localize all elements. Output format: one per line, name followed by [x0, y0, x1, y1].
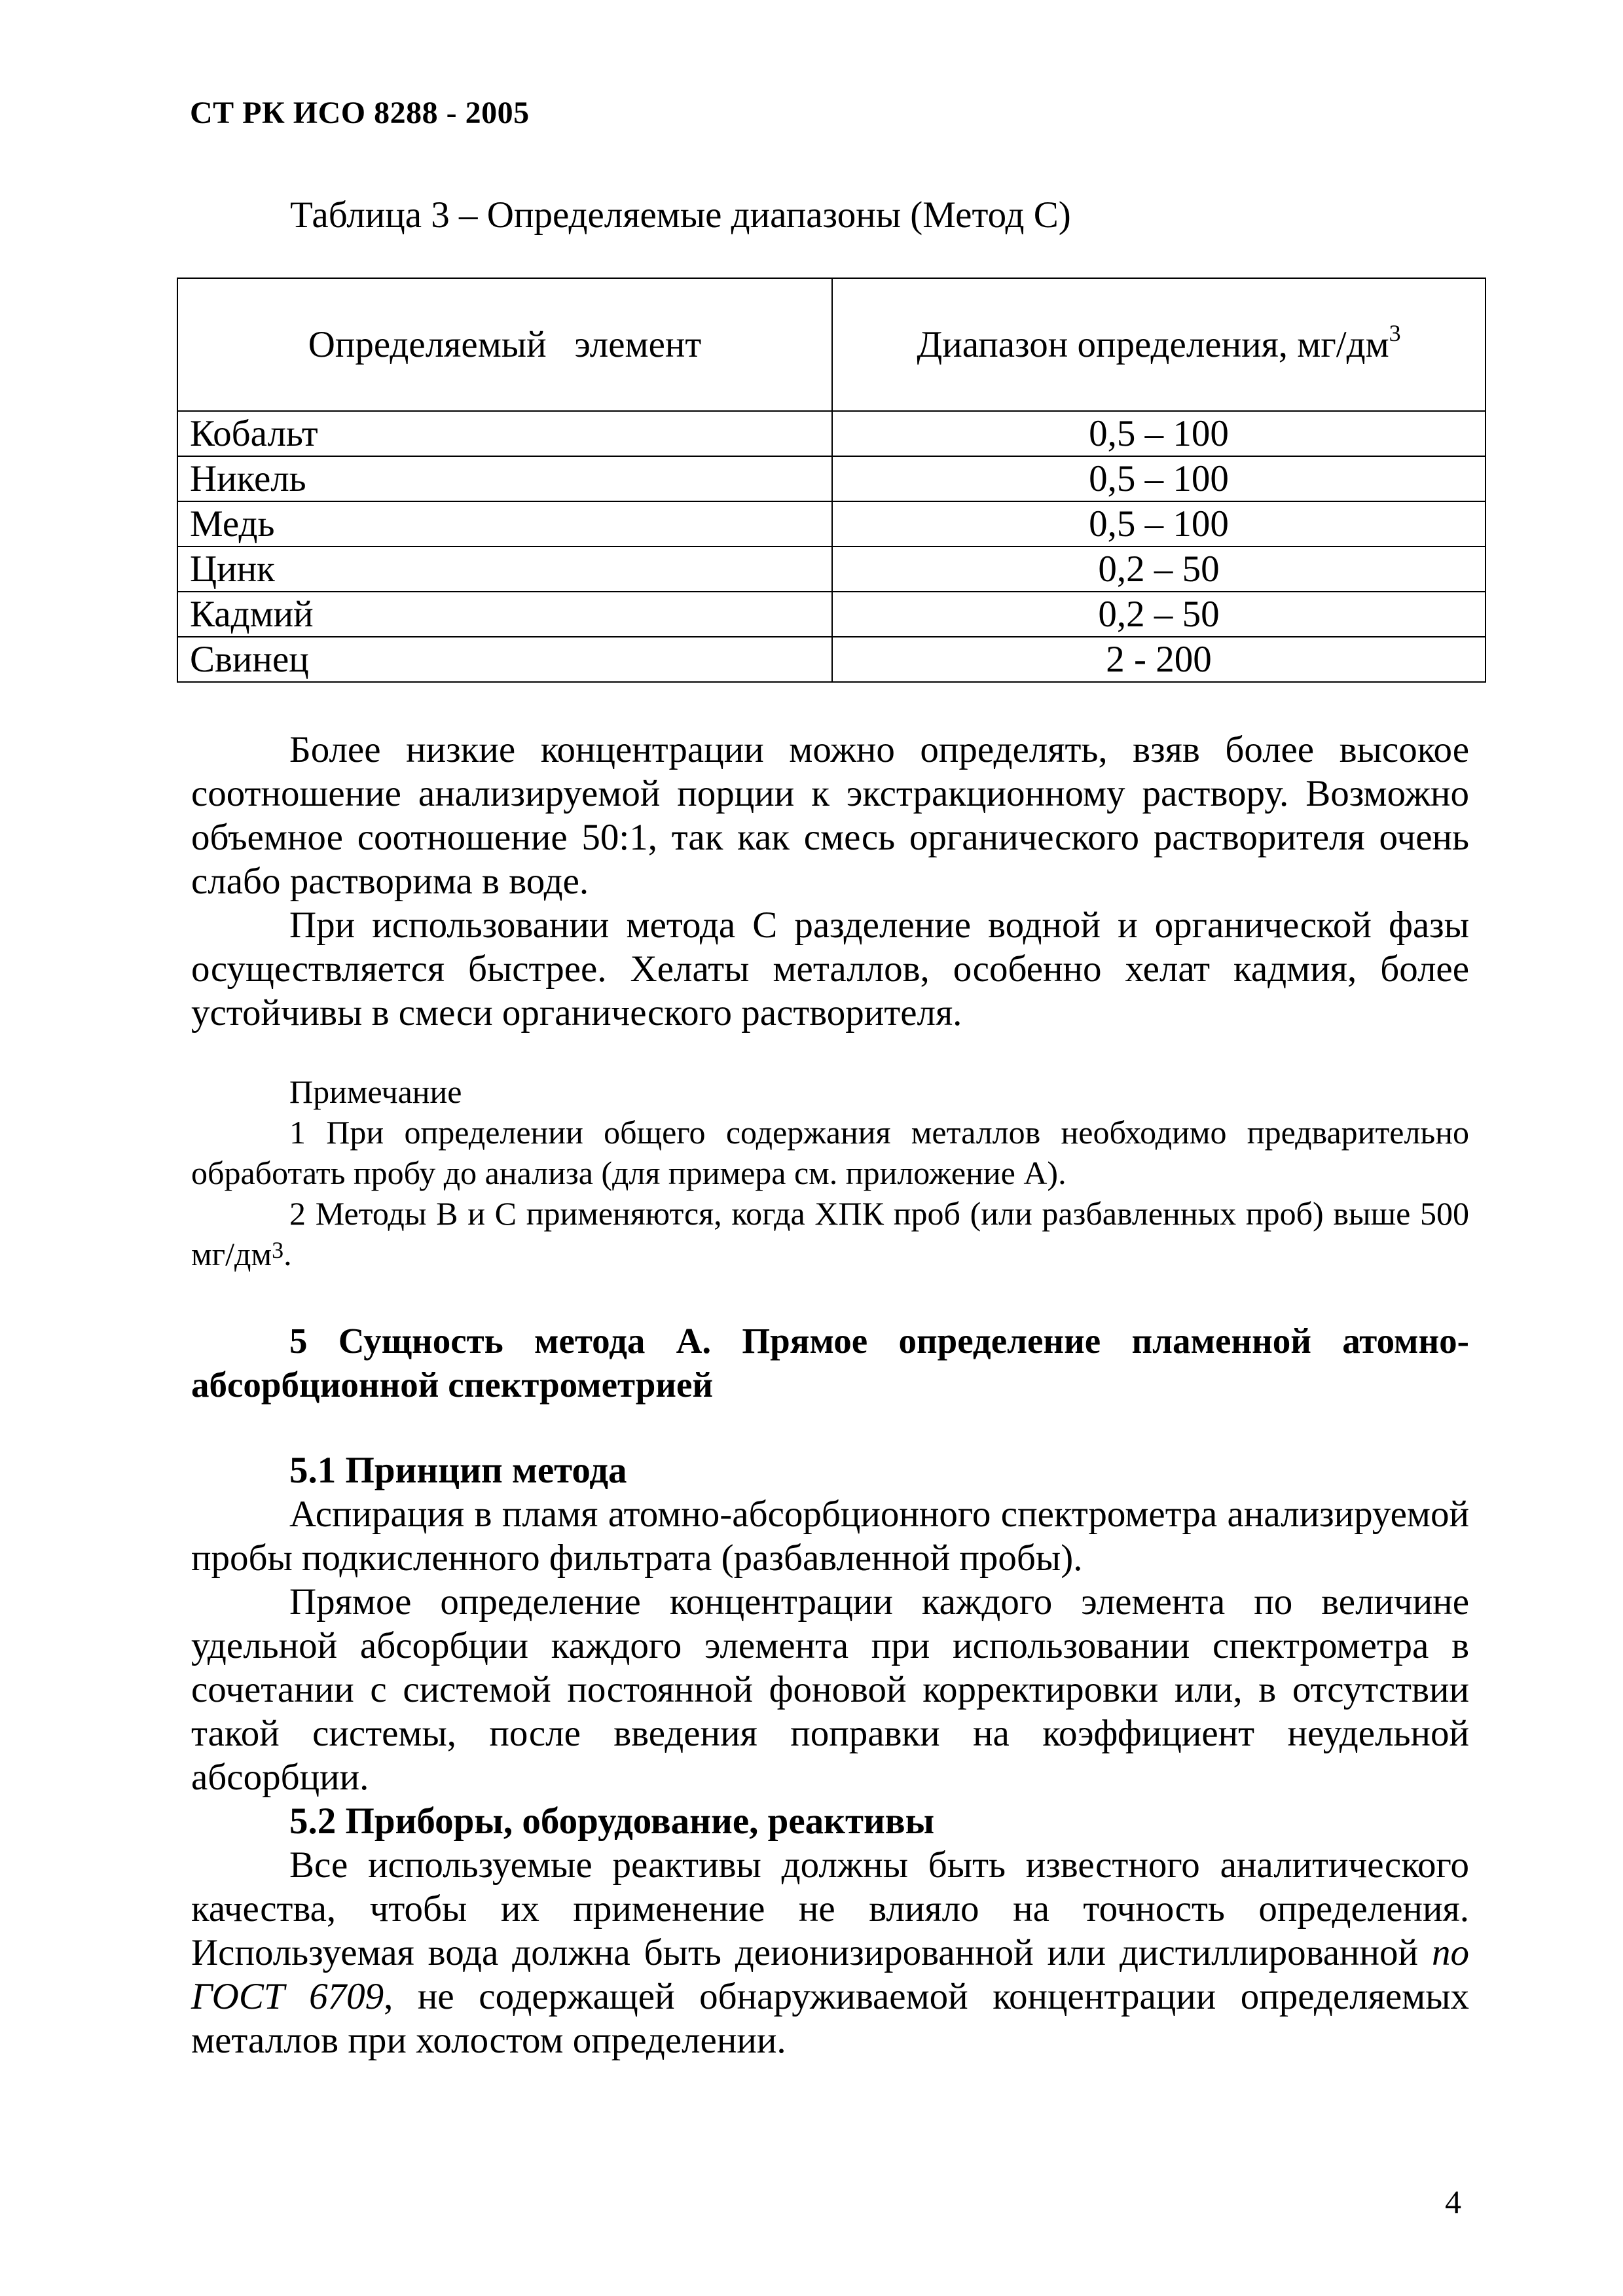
element-cell: Свинец	[177, 637, 832, 682]
table-row	[177, 501, 1486, 547]
paragraph-lower-concentrations: Более низкие концентрации можно определять, взяв более высокое соотношение анализируемой порции к экстракционному раствору. Возможно объемное соотношение 50:1, так как смесь органического растворителя очень слабо растворима в воде.	[191, 729, 1469, 902]
paragraph-method-c: При использовании метода С разделение водной и органической фазы осуществляется быстрее. Хелаты металлов, особенно хелат кадмия, более устойчивы в смеси органического растворителя.	[191, 905, 1469, 1033]
table-row	[177, 411, 1486, 456]
range-cell: 0,2 – 50	[832, 547, 1486, 592]
ranges-table	[177, 278, 1486, 683]
element-cell: Кобальт	[177, 411, 832, 456]
page-number: 4	[1445, 2183, 1461, 2220]
column-header-range-text: Диапазон определения, мг/дм	[917, 324, 1389, 365]
subsection-5-1-title: 5.1 Принцип метода	[289, 1450, 627, 1491]
superscript: 3	[272, 1237, 284, 1263]
document-header: СТ РК ИСО 8288 - 2005	[190, 96, 530, 130]
element-cell: Цинк	[177, 547, 832, 592]
table-header-row	[177, 278, 1486, 411]
range-cell: 2 - 200	[832, 637, 1486, 682]
paragraph-reagents	[191, 1843, 1469, 2062]
range-cell: 0,2 – 50	[832, 592, 1486, 637]
paragraph-direct-determination: Прямое определение концентрации каждого элемента по величине удельной абсорбции каждого элемента при использовании спектрометра в сочетании с системой постоянной фоновой корректировки или, в отсутствии такой системы, после введения поправки на коэффициент неудельной абсорбции.	[191, 1581, 1469, 1798]
table-caption: Таблица 3 – Определяемые диапазоны (Метод С)	[290, 194, 1071, 236]
range-cell: 0,5 – 100	[832, 456, 1486, 501]
table-row	[177, 592, 1486, 637]
body-paragraphs	[191, 728, 1469, 1035]
section-5-body	[191, 1448, 1469, 2062]
table-row	[177, 547, 1486, 592]
reagents-text-b: , не содержащей обнаруживаемой концентрации определяемых металлов при холостом определении.	[191, 1976, 1469, 2061]
note-item-1: 1 При определении общего содержания металлов необходимо предварительно обработать пробу до анализа (для примера см. приложение А).	[191, 1114, 1469, 1191]
section-5-title: 5 Сущность метода А. Прямое определение пламенной атомно-абсорбционной спектрометрией	[191, 1321, 1469, 1405]
element-cell: Никель	[177, 456, 832, 501]
reagents-text-a: Все используемые реактивы должны быть известного аналитического качества, чтобы их применение не влияло на точность определения. Используемая вода должна быть деионизированной или дистиллированной	[191, 1844, 1469, 1973]
range-cell: 0,5 – 100	[832, 501, 1486, 547]
note-title: Примечание	[289, 1073, 462, 1110]
table-row	[177, 456, 1486, 501]
element-cell: Медь	[177, 501, 832, 547]
table-row	[177, 637, 1486, 682]
column-header-range	[832, 278, 1486, 411]
range-cell: 0,5 – 100	[832, 411, 1486, 456]
column-header-element: Определяемый элемент	[177, 278, 832, 411]
element-cell: Кадмий	[177, 592, 832, 637]
note-item-2-end: .	[283, 1236, 292, 1272]
subsection-5-2-title: 5.2 Приборы, оборудование, реактивы	[289, 1801, 935, 1842]
note-item-2	[191, 1193, 1469, 1274]
gost-reference: по ГОСТ 6709	[191, 1932, 1469, 2017]
paragraph-aspiration: Аспирация в пламя атомно-абсорбционного спектрометра анализируемой пробы подкисленного фильтрата (разбавленной пробы).	[191, 1494, 1469, 1579]
note-block	[191, 1071, 1469, 1274]
superscript: 3	[1389, 320, 1401, 346]
note-item-2-text: 2 Методы В и С применяются, когда ХПК проб (или разбавленных проб) выше 500 мг/дм	[191, 1195, 1469, 1272]
